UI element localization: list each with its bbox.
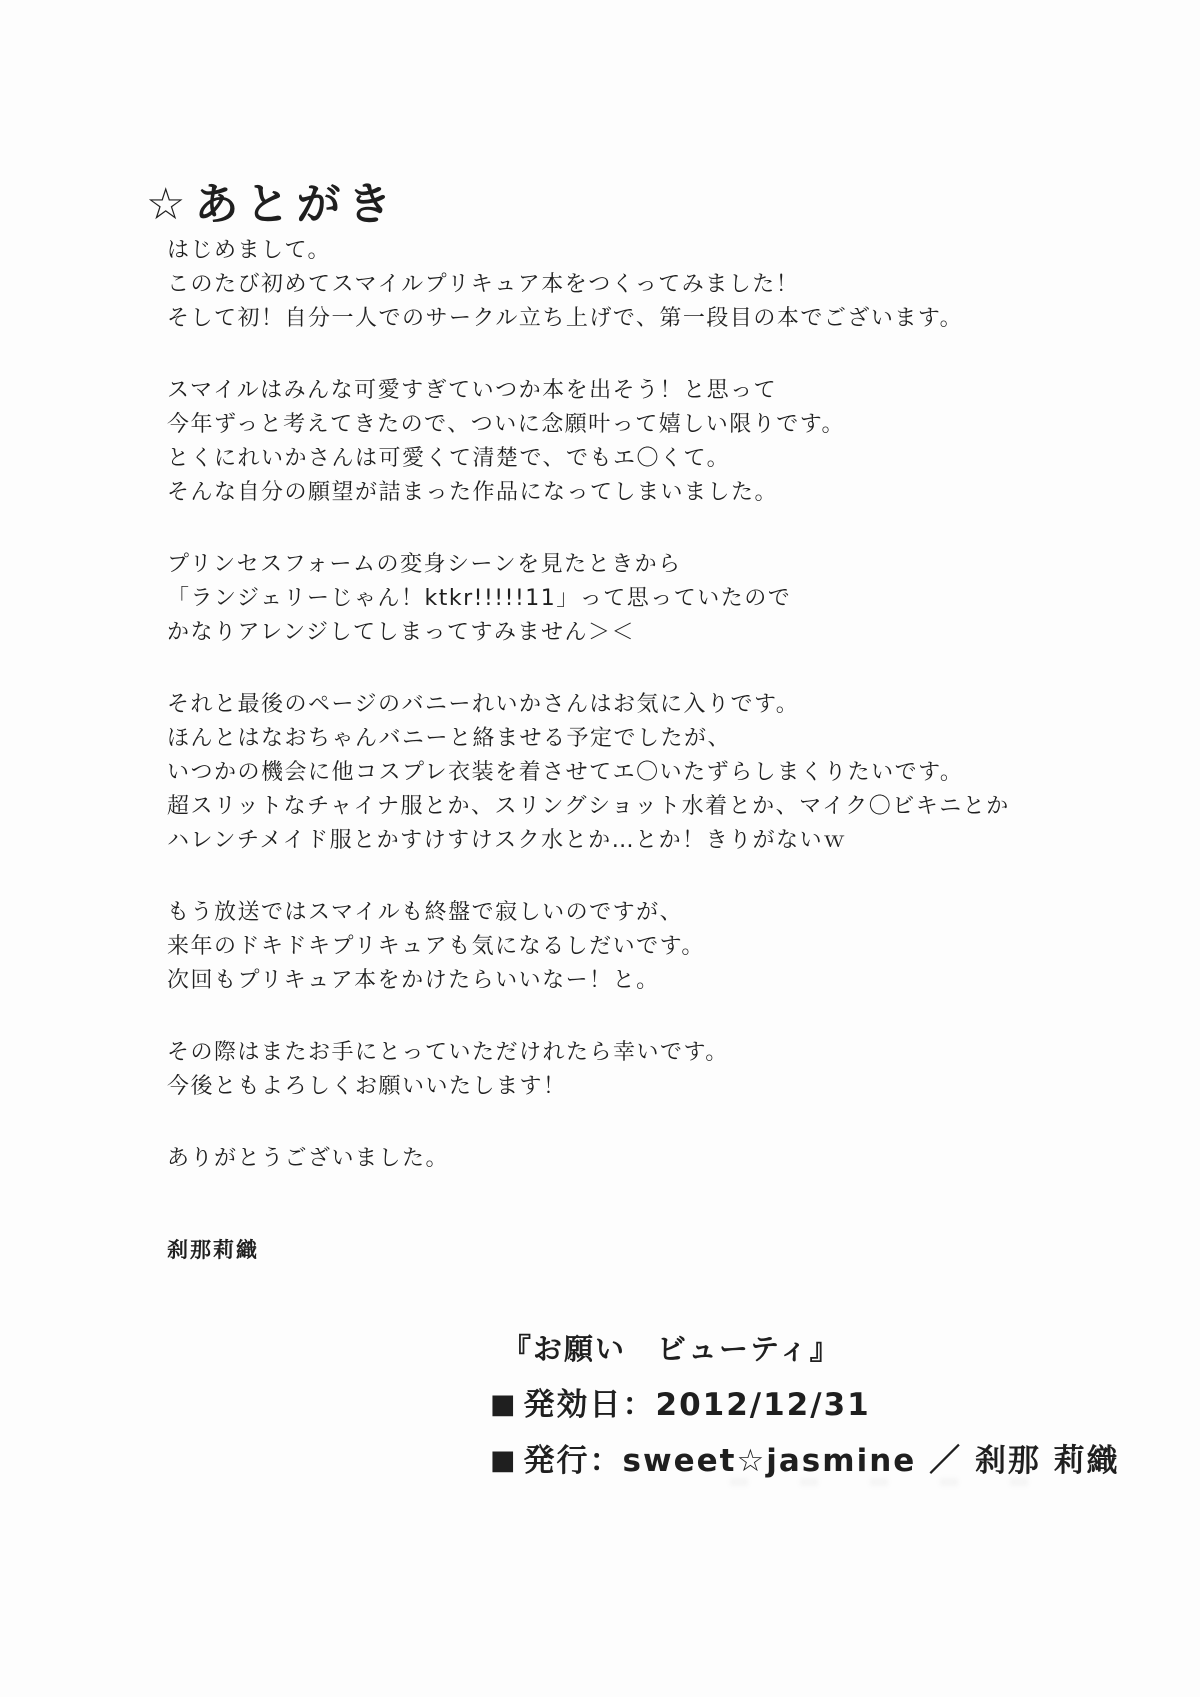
paragraph — [167, 688, 1087, 858]
paragraph — [167, 1036, 1087, 1104]
page-title — [146, 168, 398, 232]
page-title-text: あとがき — [194, 179, 399, 230]
square-bullet-icon: ■ — [490, 1445, 518, 1476]
text-line: はじめまして。 — [167, 238, 332, 263]
paragraph — [167, 234, 1087, 336]
text-line: ありがとうございました。 — [167, 1146, 450, 1171]
text-line: その際はまたお手にとっていただけれたら幸いです。 — [167, 1040, 729, 1065]
scan-ghost-artifact — [730, 1478, 1030, 1486]
colophon — [490, 1322, 1120, 1489]
star-icon: ☆ — [146, 179, 193, 230]
text-line: それと最後のページのバニーれいかさんはお気に入りです。 — [167, 692, 800, 717]
paragraph — [167, 374, 1087, 510]
text-line: 今後ともよろしくお願いいたします！ — [167, 1074, 567, 1099]
text-line: もう放送ではスマイルも終盤で寂しいのですが、 — [167, 900, 684, 925]
text-line: ハレンチメイド服とかすけすけスク水とか…とか！きりがないｗ — [167, 828, 847, 853]
publisher-value: sweet☆jasmine ／ 刹那 莉織 — [622, 1443, 1120, 1479]
issue-date-label: 発効日： — [523, 1387, 656, 1423]
text-line: ほんとはなおちゃんバニーと絡ませる予定でしたが、 — [167, 726, 732, 751]
text-line: かなりアレンジしてしまってすみません＞＜ — [167, 620, 636, 645]
issue-date-value: 2012/12/31 — [655, 1387, 871, 1423]
book-title: 『お願い ビューティ』 — [502, 1332, 841, 1366]
text-line: そんな自分の願望が詰まった作品になってしまいました。 — [167, 480, 779, 505]
text-line: いつかの機会に他コスプレ衣装を着させてエ〇いたずらしまくりたいです。 — [167, 760, 964, 785]
afterword-body — [167, 234, 1087, 1214]
text-line: スマイルはみんな可愛すぎていつか本を出そう！と思って — [167, 378, 778, 403]
paragraph — [167, 896, 1087, 998]
author-signature: 刹那莉織 — [167, 1238, 259, 1262]
text-line: そして初！自分一人でのサークル立ち上げで、第一段目の本でございます。 — [167, 306, 964, 331]
square-bullet-icon: ■ — [490, 1389, 518, 1420]
text-line: 「ランジェリーじゃん！ktkr!!!!!11」って思っていたので — [167, 586, 792, 611]
text-line: プリンセスフォームの変身シーンを見たときから — [167, 552, 682, 577]
paragraph — [167, 1142, 1087, 1176]
text-line: 次回もプリキュア本をかけたらいいなー！と。 — [167, 968, 660, 993]
paragraph — [167, 548, 1087, 650]
publisher-label: 発行： — [523, 1443, 623, 1479]
text-line: 今年ずっと考えてきたので、ついに念願叶って嬉しい限りです。 — [167, 412, 845, 437]
issue-date-line — [490, 1377, 1120, 1433]
text-line: 超スリットなチャイナ服とか、スリングショット水着とか、マイク〇ビキニとか — [167, 794, 1010, 819]
text-line: 来年のドキドキプリキュアも気になるしだいです。 — [167, 934, 705, 959]
text-line: とくにれいかさんは可愛くて清楚で、でもエ〇くて。 — [167, 446, 731, 471]
text-line: このたび初めてスマイルプリキュア本をつくってみました！ — [167, 272, 800, 297]
